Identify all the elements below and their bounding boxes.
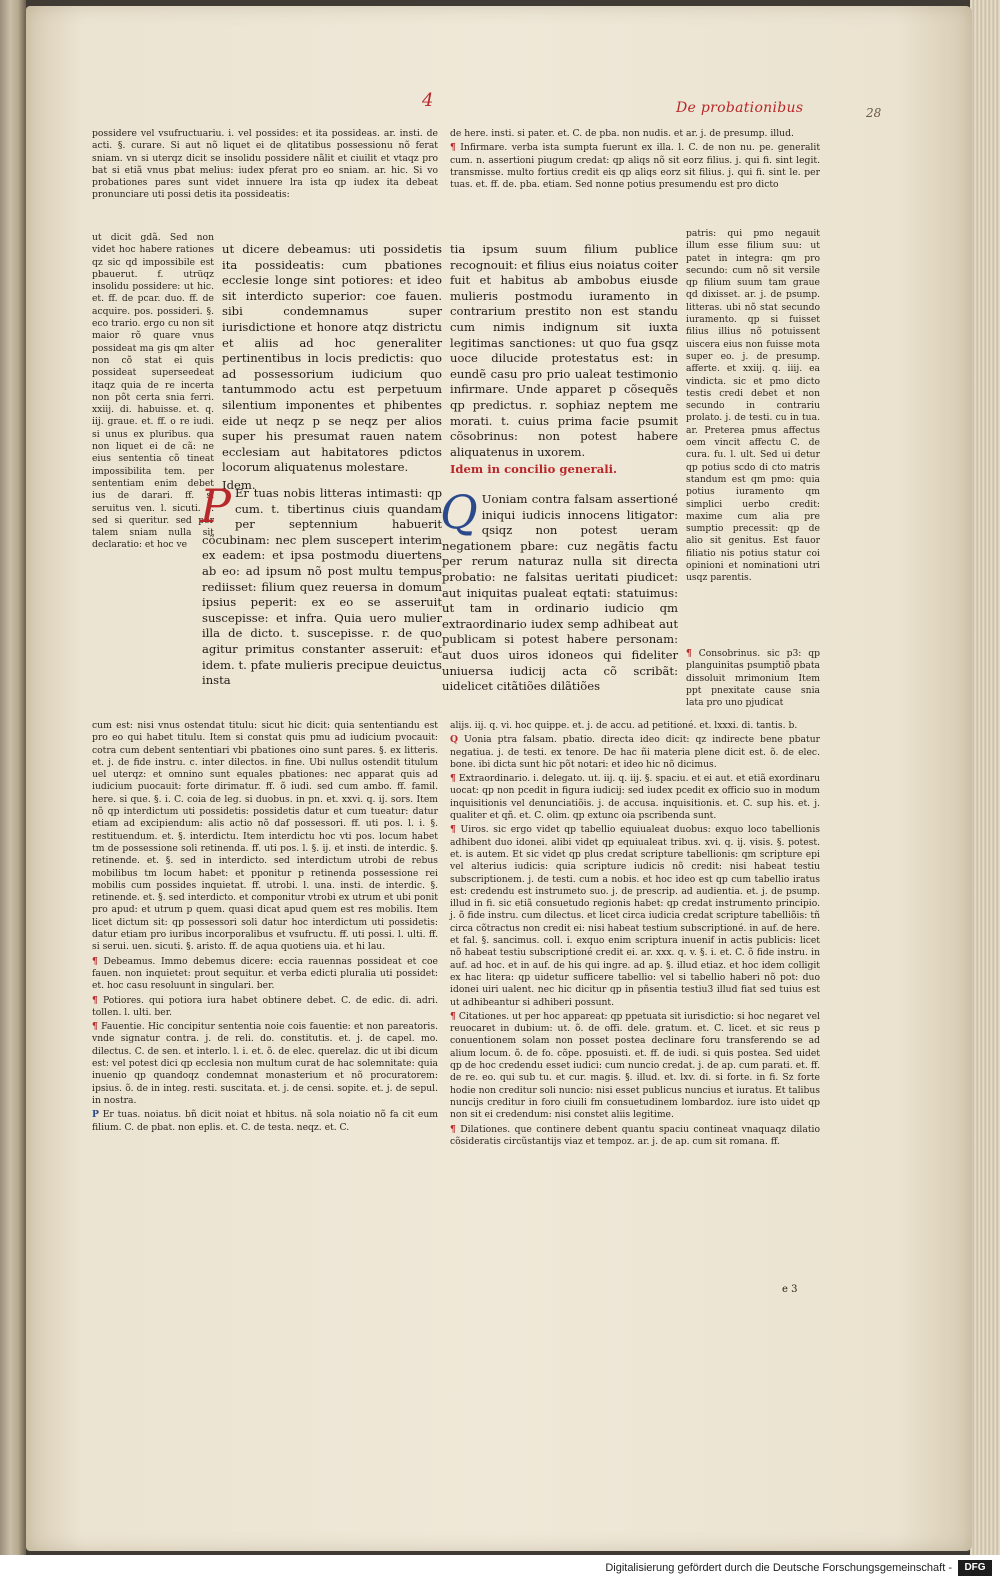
lower-left-gloss-text: cum est: nisi vnus ostendat titulu: sicut hic dicit: quia sententiandu est pro eo qui habet titulu. Item si constat quis pmu ad iudicium pvocauit: cotra cum debent sententiari vbi pbationes oino sunt pares. §. ex litteris. et. j. de fide instru. c. inter dilectos. in fine. Ubi nullus ostendit titulum uel uterqz: et omnino sunt equales pbationes: nec apparat quis ad iudicium puocauit: forte dirimatur. ff. õ iudi. sed cum ambo. ff. famil. here. si que. §. i. C. coia de leg. si duobus. in pn. et. xxvi. q. ij. sors. Item nõ qp interdictum uti possidetis: possidetis datur et cum tueatur: datur etiam ad excipiendum: alis actio nõ daf possessori. ff. uti pos. l. i. §. restituendum. et. §. interdictu. Item interdictu hoc vti pos. locum habet tm de possessione soli retinenda. ff. uti pos. l. §. ij. et insti. de interdic. §. retinende. et. §. sed in interdicto. sed interdictum utrobi de rebus mobilibus tm locum habet: et pponitur p retinenda possessione rei mobilis cum possides inquietat. ff. utrobi. l. una. insti. de interdic. §. retinende. et. §. sed interdicto. et componitur vtrobi ex utrum et ubi ponit pro apud: et utrum p quem. quasi dicat apud quem est res mobilis. Item licet dictum sit: qp possessori soli datur hoc interdictum uti possidetis: datur etiam pro iuribus incorporalibus et vsufructu. ff. uti possi. l. ulti. ff. si serui. uen. sicuti. §. aristo. ff. de aqua quotiens uia. et hi lau.	[92, 720, 438, 953]
folio-number: 28	[866, 106, 882, 120]
main-column-1-second	[200, 479, 442, 714]
right-gloss-top-text: de here. insti. si pater. et. C. de pba. non nudis. et ar. j. de presump. illud.	[450, 128, 794, 139]
main-column-1-text: ut dicere debeamus: uti possidetis ita possideatis: cum pbationes ecclesie longe sint potiores: et ideo sit interdicto superior: coe fauen. sibi condemnamus super iurisdictione et honore atqz districtu et aliis ad hoc generaliter pertinentibus in locis predictis: quo ad possessorium iudicium quo tantummodo actu est perpetuum silentium imponentes et phibentes eide ut neqz p se neqz per alios super his presumat rauen natem ecclesiam aut habitatores pdictos locorum aliquatenus molestare.	[222, 242, 442, 475]
right-gloss-narrow	[686, 228, 820, 646]
gloss-quonia: Uonia ptra falsam. pbatio. directa ideo dicit: qz indirecte bene pbatur negatiua. j. de testi. ex tenore. De hac ñi materia plene dicit est. õ. de elec. bone. ibi dicta sunt hic põt notari: et ideo hic nõ dicimus.	[450, 734, 820, 770]
signature-mark: 4	[422, 90, 434, 111]
gloss-debeamus: Debeamus. Immo debemus dicere: eccia rauennas possideat et coe fauen. non inquietet: prout sequitur. et verba edicti pluralia uti possidet: et. hoc casu resoluunt in singulari. ber.	[92, 955, 438, 992]
gloss-uiros: Uiros. sic ergo videt qp tabellio equiualeat duobus: exquo loco tabellionis adhibent duo idonei. alibi videt qp equiualeat tribus. xvi. q. ij. visis. §. potest. et. is autem. Et sic videt qp plus credat scripture tabellionis: qm scripture epi vel alterius iudicis: quia scripture iudicis nõ credit: nisi habeat testiu subscriptionem. j. de testi. cum a nobis. et hoc ideo est qp cum tabellio iratus est: credendu est instrumeto suo. j. de prescrip. ad audientia. et. j. de psump. illud in fi. sic etiã consuetudo regionis habet: qp credat instrumento principio. j. õ fide instru. cum dilectus. et licet circa iudicia credat scripture tabelliõis: tñ circa cõtractus non credit ei: nisi habeat testium subscriptioné. in auf. de here. et fal. §. sancimus. coll. i. exquo enim scriptura inuenif in actis publicis: licet nõ habeat testiu subscriptioné credit ei. ar. xxx. q. v. §. i. et. C. õ fide instru. in auf. ad hoc. et in auf. de his qui ingre. ad ap. §. illud etiaz. et hoc idem colligit ex hac litera: qp uidetur sufficere tabellio: vel si tabellio haberi nõ pot: duo idonei uiri ualent. nec hic dicitur qp in pñsentia testiu3 illud fiat sed tuius est ut adhibeantur si adhiberi possunt.	[450, 824, 821, 1008]
main-column-2-text: tia ipsum suum filium publice recognouit: et filius eius noiatus coiter fuit et habitus ab ambobus eiusde mulieris postmodu iuramento in contrarium prestito non est standu cum nimis indignum sit iuxta legitimas sanctiones: ut quo fua gsqz uoce dilucide protestatus est: in eundẽ casu pro prio ualeat testimonio infirmare. Unde apparet p cõsequẽs qp predictus. r. sophiaz neptem me morati. t. cuius prima facie psumit cõsobrinus: non potest habere aliquatenus in uxorem.	[450, 242, 678, 459]
top-gloss	[92, 128, 438, 228]
main-column-1-top	[222, 242, 442, 492]
book-page	[26, 6, 972, 1551]
right-gloss-consobrinus	[686, 648, 820, 718]
left-gloss-text: ut dicit gdã. Sed non videt hoc habere rationes qz sic qd impossibile est pbauerut. f. utrüqz insolidu possidere: ut hic. et. ff. de pcar. duo. ff. de acquire. pos. possideri. §. eco trario. ergo cu non sit maior rõ quare vnus possideat ma gis qm alter non cõ stat ei quis possideat superseedeat itaqz quia de re incerta non põt certa snia ferri. xxiij. di. habuisse. et. q. iij. graue. et. ff. o re iudi. si unus ex pluribus. qua non liquet ei de cã: ne eius sententia cõ tineat impossibilita tem. per sententiam enim debet ius de darari. ff. si seruitus ven. l. sicuti. §. sed si queritur. sed per talem sniam nulla sit declaratio: et hoc ve	[92, 232, 214, 551]
right-gloss-narrow-text: patris: qui pmo negauit illum esse filium suu: ut patet in integra: qm pro secundo: cum nõ sit versile qp filium suum tam graue qd dixisset. ar. j. de psump. litteras. ubi nõ stat secundo iuramento. qp si fuisset filius illius nõ potuissent uiscera eius non fuisse mota super eo. j. de presump. afferte. et xxiij. q. iiij. ea vindicta. sic et pmo dicto testis credi debet et non secundo in contrariu prolato. j. de testi. cu in tua. ar. Preterea pmus affectus oem vincit affectu C. de cura. fu. l. ult. Sed ui detur qp potius scdo di cto matris standum est qm pmo: quia potius iuramento qm simplici uerbo credit: maxime cum alia pre sumptio precessit: qp de alio sit genitus. Est fauor filiatio nis potius statur coi opinioni et nominationi utri usqz parentis.	[686, 228, 820, 584]
paragraph-mark: ¶	[92, 955, 98, 967]
facing-page-edge	[0, 0, 26, 1555]
gloss-potiores: Potiores. qui potiora iura habet obtinere debet. C. de edic. di. adri. tollen. l. ulti. ber.	[92, 994, 439, 1018]
main-column-2-second-text: Uoniam contra falsam assertioné iniqui iudicis innocens litigator: qsiqz non potest ueram negationem pbare: cuz negãtis factu per rerum naturaz nulla sit directa probatio: ne falsitas ueritati piudicet: aut iniquitas pualeat eqtati: statuimus: ut tam in ordinario iudicio qm extraordinario iudex semp adhibeat aut publicam si potest habere personam: aut duos uiros idoneos qui fideliter uniuersa iudicij acta cõ scribãt: uidelicet citãtiões dilãtiões	[442, 492, 678, 694]
main-column-1-second-text: Er tuas nobis litteras intimasti: qp cum. t. tibertinus ciuis quandam per septennium habuerit cõcubinam: nec plem suscepert interim ex eadem: et ipsa postmodu diuertens ab eo: ad ipsum nõ post multu tempus rediisset: filium quez reuersa in domum ipsius peperit: ex eo se asseruit suscepisse: et infra. Quia uero mulier illa de dicto. t. suscepisse. r. de quo agitur primitus constanter asseruit: et idem. t. pfate mulieris precipue deuictus insta	[202, 486, 442, 688]
idem-in-concilio: Idem in concilio generali.	[450, 462, 618, 477]
main-column-2-second	[440, 485, 678, 716]
dfg-logo: DFG	[958, 1560, 992, 1576]
lower-right-gloss	[450, 720, 820, 1278]
idem-label-1: Idem.	[222, 477, 256, 492]
top-gloss-text: possidere vel vsufructuariu. i. vel possides: et ita possideas. ar. insti. de acti. §. curare. Si aut nõ liquet ei de qlitatibus possessionu nõ ferat sniam. vn si uterqz dicit se insolidu possidere nãlit et ciuilit et vtaqz pro bat si etiã vnus pbat melius: iudex pferat pro eo sniam. ar. hic. Si vo probationes pares sunt videt innuere lra ista qp iudex ita debeat pronunciare uti possi detis ita possideatis:	[92, 128, 438, 201]
right-gloss-infirmare-text: Infirmare. verba ista sumpta fuerunt ex illa. l. C. de non nu. pe. generalit cum. n. assertioni piugum credat: qp aliqs nõ sit eorz filius. j. qui fi. sint legit. transmisse. multo fortius credit eis qp aliqs eorz sit filius. j. qui fi. sint le. per tuas. et. ff. de. pba. etiam. Sed nonne potius presumendu est pro dicto	[450, 142, 821, 191]
funding-note: Digitalisierung gefördert durch die Deutsche Forschungsgemeinschaft -	[605, 1562, 952, 1574]
main-column-2-top	[450, 242, 678, 480]
gloss-extraordinario: Extraordinario. i. delegato. ut. iij. q. iij. §. spaciu. et ei aut. et etiã exordinaru uocat: qp non pcedit in figura iudicij: sed iudex pcedit ex officio suo in modum inquisitionis vel denunciatiõis. j. de accusa. inquisitionis. et. C. sup his. et. j. qualiter et qñ. et. C. olim. qp extunc oia pscribenda sunt.	[450, 773, 820, 822]
paragraph-mark: ¶	[450, 824, 456, 836]
paragraph-mark: ¶	[686, 648, 692, 659]
paragraph-mark: ¶	[450, 142, 456, 154]
left-gloss	[92, 232, 214, 716]
bottom-signature: e 3	[782, 1284, 798, 1295]
gloss-fauentie: Fauentie. Hic concipitur sententia noie cois fauentie: et non pareatoris. vnde signatur contra. j. de reli. do. constitutis. et. j. de capel. mo. dilectus. C. de sen. et interlo. l. i. et. õ. de elec. querelaz. dic ut ibi dicum est: vel potest dici qp ecclesia non multum curat de hac solemnitate: quia inuenio qp quandoqz condemnat monasterium et nõ procuratorem: ipsius. õ. de in integ. resti. suscitata. et. j. de censi. sopite. et. j. de sepul. in nostra.	[92, 1021, 439, 1106]
decorated-initial-q: Q	[440, 485, 478, 539]
page-stack-edge	[970, 0, 1000, 1555]
gloss-dilationes: Dilationes. que continere debent quantu spaciu contineat vnaquaqz dilatio cõsideratis circũstantijs viaz et tempoz. ar. j. de ap. cum sit romana. ff.	[450, 1123, 820, 1147]
gloss-per-tuas: Er tuas. noiatus. bñ dicit noiat et hbitus. nã sola noiatio nõ fa cit eum filium. C. de pbat. non eplis. et. C. de testa. neqz. et. C.	[92, 1109, 438, 1133]
running-header: De probationibus	[676, 100, 804, 116]
right-gloss-tail-text: alijs. iij. q. vi. hoc quippe. et. j. de accu. ad petitioné. et. lxxxi. di. tantis. b.	[450, 720, 798, 731]
decorated-initial-p: P	[200, 479, 231, 533]
right-gloss-consobrinus-text: Consobrinus. sic p3: qp planguinitas psumptiõ pbata dissoluit mrimonium Item ppt pnexitate cause snia lata pro uno pjudicat	[686, 648, 820, 709]
paragraph-mark: P	[92, 1109, 99, 1121]
paragraph-mark: ¶	[450, 773, 456, 785]
lower-left-gloss	[92, 720, 438, 1274]
right-gloss-top	[450, 128, 820, 226]
gloss-citationes: Citationes. ut per hoc appareat: qp ppetuata sit iurisdictio: si hoc negaret vel reuocaret in dubium: ut. õ. de offi. dele. gratum. et. C. licet. et sic reus p conuentionem solam non posset postea declinare foru transferendo se ad alium locum. õ. de fo. cõpe. pposuisti. et. ff. de iudi. si quis postea. Sed uidet qp de hoc credendu esset iudici: cum nuncio credat. j. de ap. cum parati. et. ff. de re. eo. qui sub tu. et cur. magis. §. illud. et. lxv. di. si forte. in fi. Sz forte hodie non creditur soli nuncio: nisi esset publicus nuncius et iuratus. Et talibus nuncijs creditur in foro ciuili fm consuetudinem lombardoz. iure isto uidet qp non sit ei credendum: nisi constet aliis legitime.	[450, 1010, 820, 1121]
paragraph-mark: ¶	[450, 1010, 456, 1022]
paragraph-mark: ¶	[450, 1123, 456, 1135]
paragraph-mark: ¶	[92, 994, 98, 1006]
paragraph-mark: Q	[450, 734, 459, 746]
paragraph-mark: ¶	[92, 1021, 98, 1033]
